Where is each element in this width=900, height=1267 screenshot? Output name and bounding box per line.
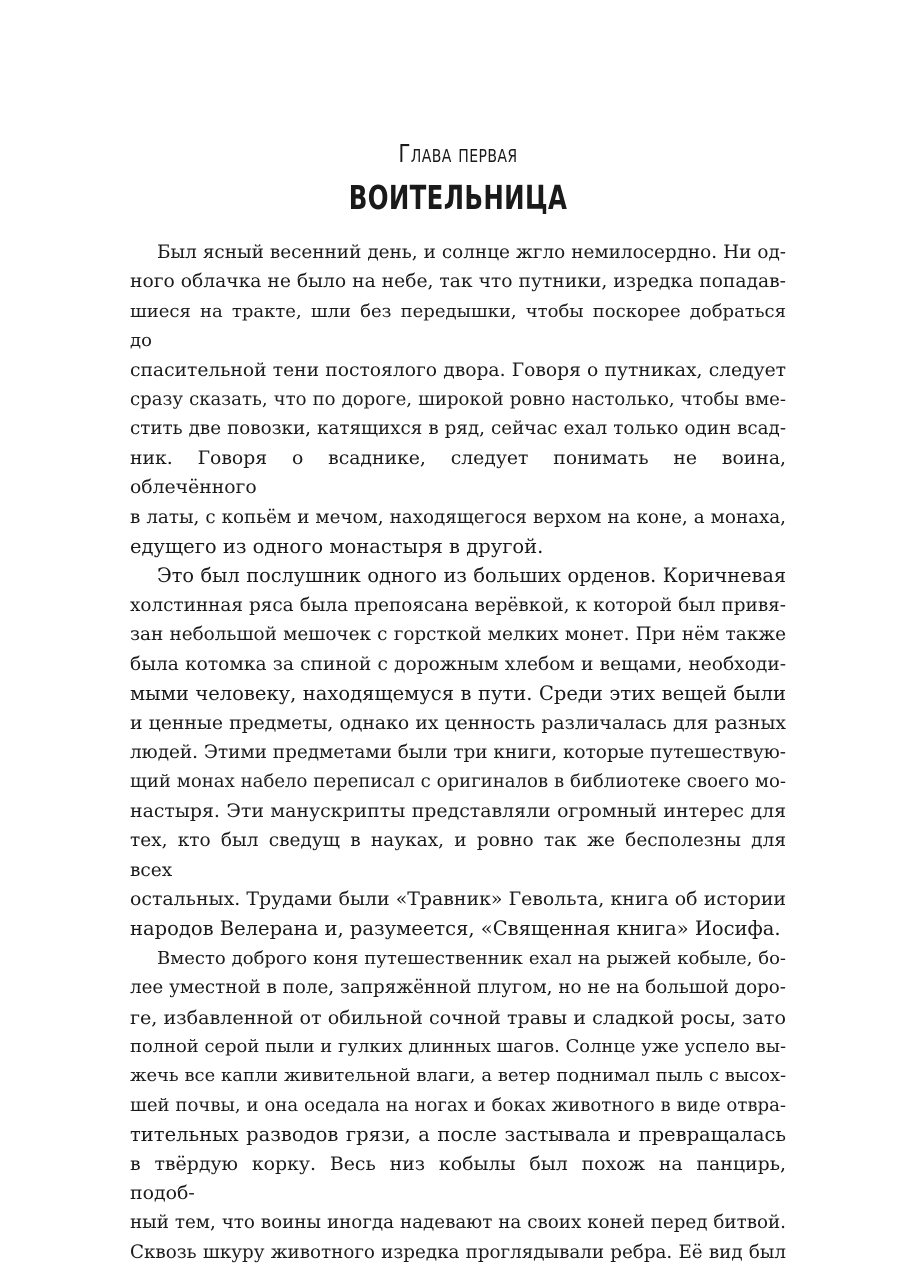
text-line: Это был послушник одного из больших орденов. Коричневая [157, 564, 786, 588]
text-line: щий монах набело переписал с оригиналов в библиотеке своего мо- [130, 771, 786, 793]
text-line: Вместо доброго коня путешественник ехал на рыжей кобыле, бо- [157, 947, 786, 969]
paragraph [130, 238, 786, 561]
text-line: Был ясный весенний день, и солнце жгло немилосердно. Ни од- [157, 242, 786, 263]
text-line: спасительной тени постоялого двора. Говоря о путниках, следует [130, 359, 786, 381]
text-line: людей. Этими предметами были три книги, которые путешествую- [130, 741, 786, 763]
text-line: шей почвы, и она оседала на ногах и боках животного в виде отвра- [130, 1094, 786, 1116]
chapter-heading [130, 138, 786, 220]
text-line: ный тем, что воины иногда надевают на своих коней перед битвой. [130, 1212, 786, 1234]
text-line: жечь все капли живительной влаги, а ветер поднимал пыль с высох- [130, 1065, 786, 1087]
text-line: ник. Говоря о всаднике, следует понимать не воина, облечённого [130, 447, 786, 499]
text-line: ного облачка не было на небе, так что путники, изредка попадав- [130, 271, 786, 293]
chapter-label: Глава первая [398, 139, 518, 168]
text-line: стить две повозки, катящихся в ряд, сейчас ехал только один всад- [130, 418, 786, 440]
text-line: тех, кто был сведущ в науках, и ровно так же бесполезны для всех [130, 830, 786, 881]
text-line: шиеся на тракте, шли без передышки, чтобы поскорее добраться до [130, 300, 786, 352]
text-line: мыми человеку, находящемуся в пути. Среди этих вещей были [130, 682, 786, 706]
text-line: остальных. Трудами были «Травник» Гевольта, книга об истории [130, 887, 786, 910]
text-line: была котомка за спиной с дорожным хлебом и вещами, необходи- [130, 653, 786, 675]
body-text [130, 238, 786, 1267]
text-line: тительных разводов грязи, а после застывала и превращалась [130, 1123, 786, 1147]
text-line: едущего из одного монастыря в другой. [130, 535, 544, 559]
paragraph [130, 944, 786, 1267]
text-line: холстинная ряса была препоясана верёвкой, к которой был привя- [130, 594, 786, 616]
text-line: и ценные предметы, однако их ценность различалась для разных [130, 712, 786, 734]
text-line: ге, избавленной от обильной сочной травы и сладкой росы, зато [130, 1005, 786, 1029]
text-line: сразу сказать, что по дороге, широкой ровно настолько, чтобы вме- [130, 389, 786, 411]
text-line: в твёрдую корку. Весь низ кобылы был похож на панцирь, подоб- [130, 1152, 786, 1204]
text-line: зан небольшой мешочек с горсткой мелких монет. При нём также [130, 624, 786, 646]
text-line: народов Велерана и, разумеется, «Священная книга» Иосифа. [130, 917, 781, 941]
chapter-title: ВОИТЕЛЬНИЦА [348, 178, 568, 217]
book-page [130, 0, 786, 1263]
text-line: в латы, с копьём и мечом, находящегося верхом на коне, а монаха, [130, 506, 786, 528]
text-line: полной серой пыли и гулких длинных шагов. Солнце уже успело вы- [130, 1035, 786, 1057]
paragraph [130, 561, 786, 943]
text-line: лее уместной в поле, запряжённой плугом, но не на большой доро- [130, 977, 786, 999]
text-line: Сквозь шкуру животного изредка проглядывали ребра. Её вид был [130, 1241, 786, 1263]
text-line: настыря. Эти манускрипты представляли огромный интерес для [130, 799, 786, 822]
